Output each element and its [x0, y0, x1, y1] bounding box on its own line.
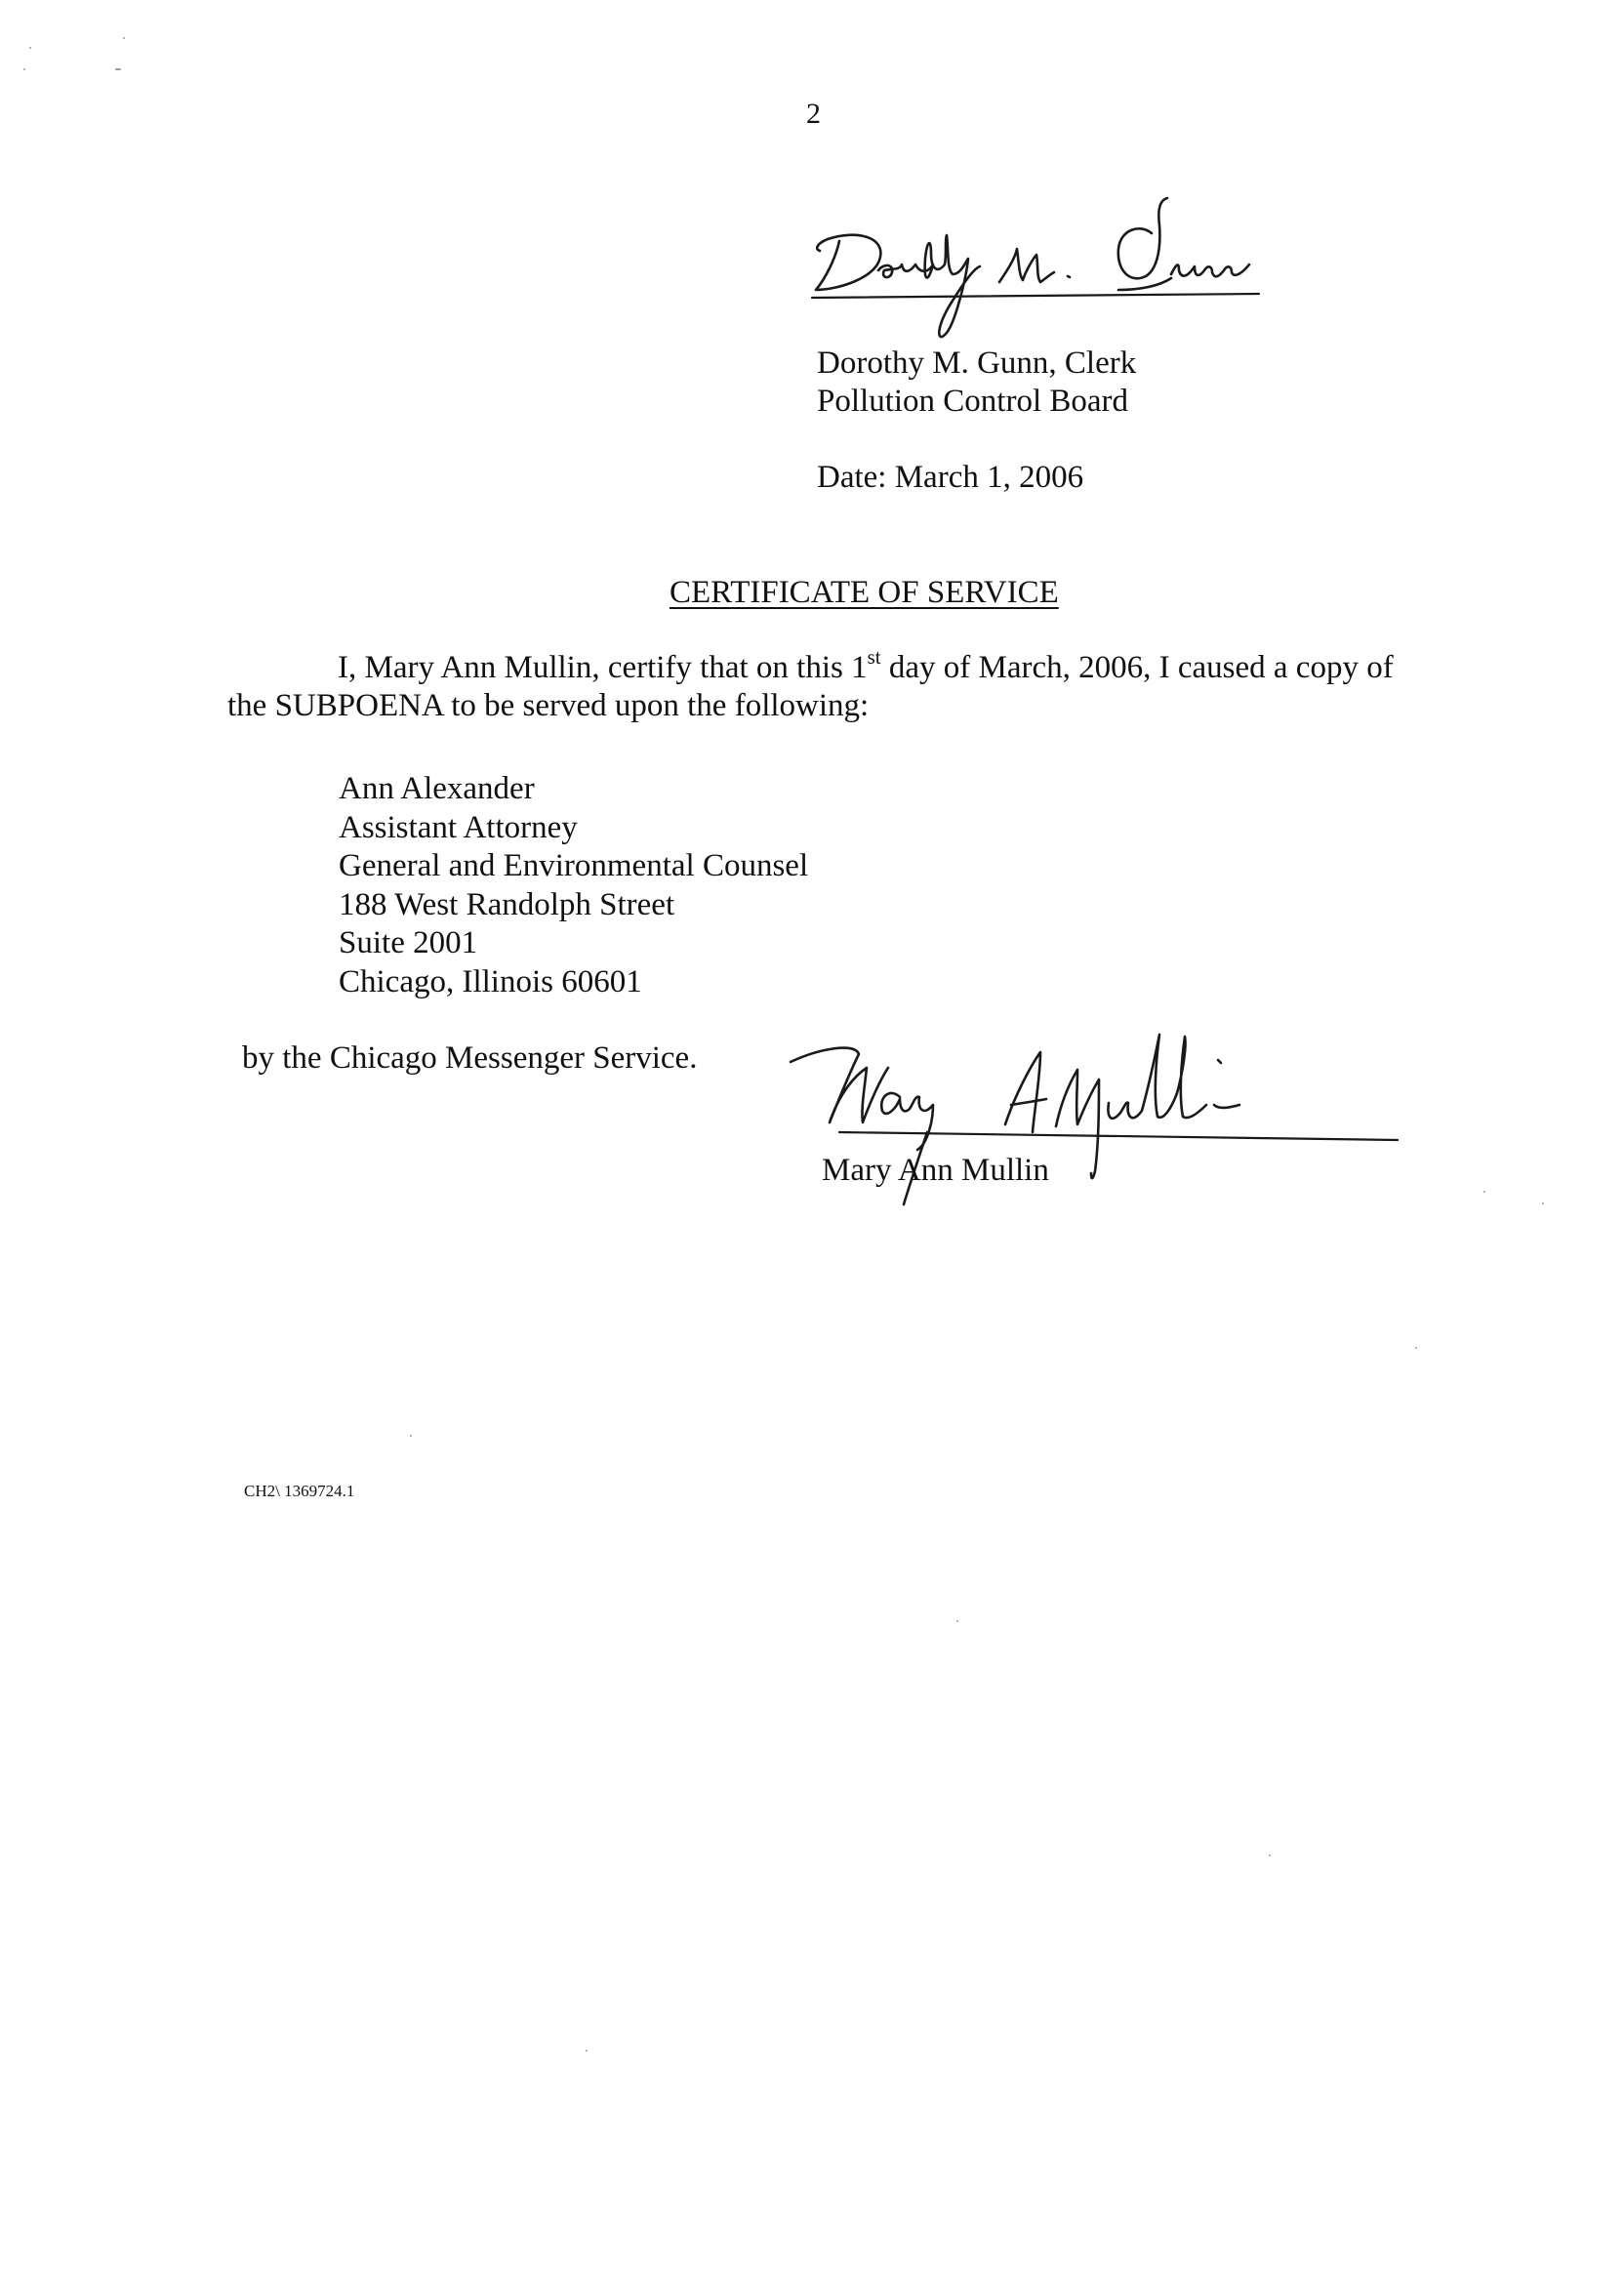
mullin-printed-name: Mary Ann Mullin — [822, 1153, 1049, 1188]
address-line: Assistant Attorney — [339, 809, 578, 845]
paragraph-line-1-start: I, Mary Ann Mullin, certify that on this 1 — [338, 650, 868, 685]
address-line: General and Environmental Counsel — [339, 848, 809, 883]
certificate-paragraph — [227, 645, 1394, 725]
gunn-organization: Pollution Control Board — [817, 384, 1129, 419]
ordinal-suffix: st — [867, 645, 881, 669]
page-number: 2 — [806, 98, 821, 130]
gunn-signature-block — [817, 345, 1136, 421]
address-line: Chicago, Illinois 60601 — [339, 963, 642, 999]
paragraph-line-1 — [227, 645, 1394, 687]
recipient-address — [339, 770, 808, 1001]
delivery-method: by the Chicago Messenger Service. — [242, 1040, 698, 1076]
address-line: Suite 2001 — [339, 925, 478, 960]
paragraph-line-2: the SUBPOENA to be served upon the following: — [227, 688, 870, 723]
document-id: CH2\ 1369724.1 — [244, 1482, 355, 1500]
date-line: Date: March 1, 2006 — [817, 460, 1084, 495]
address-line: 188 West Randolph Street — [339, 886, 675, 922]
certificate-title: CERTIFICATE OF SERVICE — [670, 575, 1059, 610]
address-line: Ann Alexander — [339, 771, 535, 806]
gunn-name-title: Dorothy M. Gunn, Clerk — [817, 346, 1137, 381]
gunn-signature — [808, 181, 1267, 346]
paragraph-line-1-end: day of March, 2006, I caused a copy of — [880, 650, 1394, 685]
